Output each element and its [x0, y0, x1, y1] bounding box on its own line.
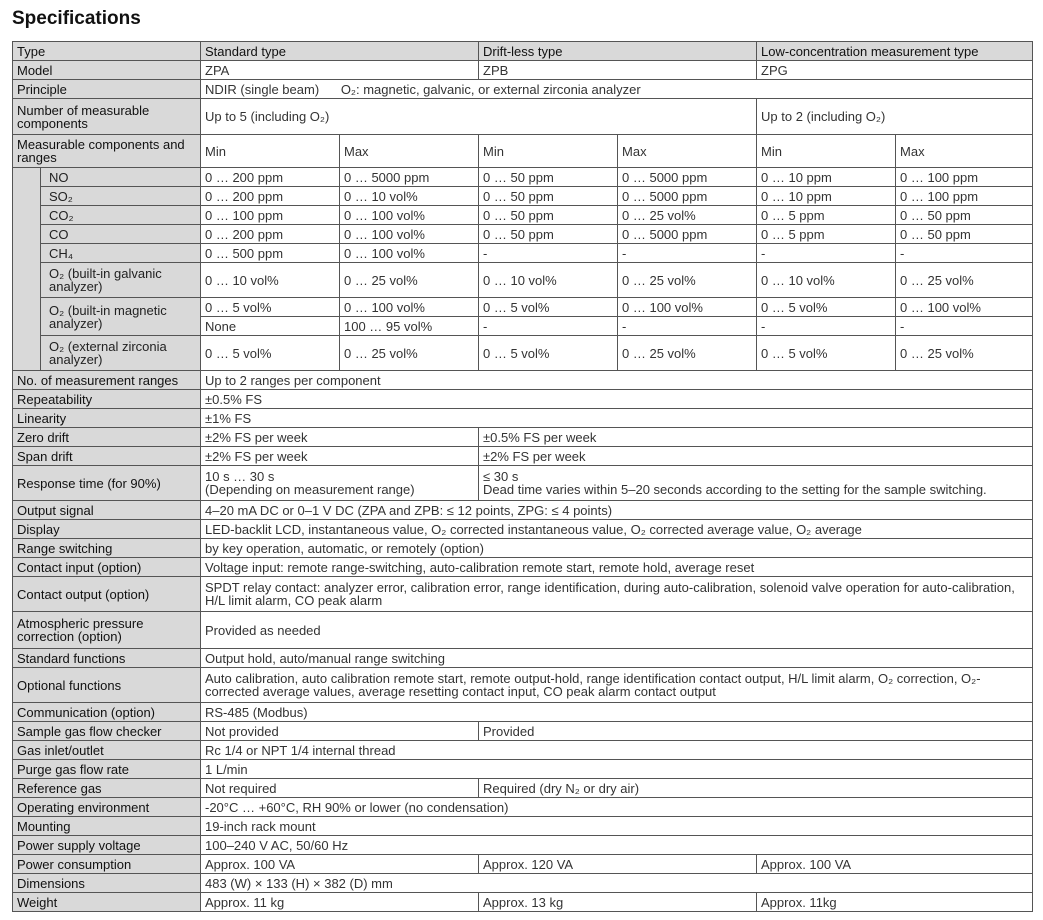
row-label: Purge gas flow rate	[13, 760, 201, 779]
table-cell: ZPB	[479, 61, 757, 80]
component-label: CH₄	[41, 244, 201, 263]
indent-cell	[13, 206, 41, 225]
table-row	[13, 612, 1033, 649]
table-cell: 0 … 5 vol%	[757, 336, 896, 371]
table-row	[13, 649, 1033, 668]
table-cell: ±2% FS per week	[479, 447, 1033, 466]
table-cell: Approx. 11 kg	[201, 893, 479, 912]
row-label: Contact output (option)	[13, 577, 201, 612]
response-line-1: ≤ 30 s	[483, 469, 519, 484]
table-row	[13, 447, 1033, 466]
row-label: Type	[13, 42, 201, 61]
row-label: Power consumption	[13, 855, 201, 874]
table-row	[13, 99, 1033, 135]
table-row	[13, 779, 1033, 798]
max-header: Max	[618, 135, 757, 168]
table-cell: ZPA	[201, 61, 479, 80]
indent-cell	[13, 187, 41, 206]
table-cell: 0 … 50 ppm	[479, 187, 618, 206]
table-cell: 0 … 50 ppm	[896, 206, 1033, 225]
table-cell: 0 … 5 ppm	[757, 206, 896, 225]
row-label: Power supply voltage	[13, 836, 201, 855]
table-row	[13, 836, 1033, 855]
component-label: CO	[41, 225, 201, 244]
table-cell: Approx. 11kg	[757, 893, 1033, 912]
table-cell: 0 … 5 vol%	[201, 336, 340, 371]
table-row	[13, 703, 1033, 722]
response-line-2: Dead time varies within 5–20 seconds according to the setting for the sample switching.	[483, 482, 987, 497]
table-cell: 0 … 10 vol%	[201, 263, 340, 298]
table-cell: Up to 2 ranges per component	[201, 371, 1033, 390]
table-cell: 0 … 5000 ppm	[618, 225, 757, 244]
table-cell: 0 … 100 vol%	[340, 298, 479, 317]
table-row	[13, 263, 1033, 298]
table-row	[13, 225, 1033, 244]
table-row	[13, 61, 1033, 80]
row-label: Contact input (option)	[13, 558, 201, 577]
min-header: Min	[757, 135, 896, 168]
row-label: Dimensions	[13, 874, 201, 893]
table-cell: 0 … 5000 ppm	[618, 187, 757, 206]
table-row	[13, 187, 1033, 206]
row-label: Principle	[13, 80, 201, 99]
table-cell: 483 (W) × 133 (H) × 382 (D) mm	[201, 874, 1033, 893]
component-label: CO₂	[41, 206, 201, 225]
table-row	[13, 668, 1033, 703]
response-line-2: (Depending on measurement range)	[205, 482, 415, 497]
table-cell: SPDT relay contact: analyzer error, calibration error, range identification, during auto-calibration, solenoid valve operation for auto-calibration, H/L limit alarm, CO peak alarm	[201, 577, 1033, 612]
table-cell: LED-backlit LCD, instantaneous value, O₂ corrected instantaneous value, O₂ corrected average value, O₂ average	[201, 520, 1033, 539]
table-cell: 4–20 mA DC or 0–1 V DC (ZPA and ZPB: ≤ 12 points, ZPG: ≤ 4 points)	[201, 501, 1033, 520]
table-cell: 19-inch rack mount	[201, 817, 1033, 836]
row-label: No. of measurement ranges	[13, 371, 201, 390]
table-cell: 0 … 10 ppm	[757, 168, 896, 187]
table-row	[13, 244, 1033, 263]
table-row	[13, 336, 1033, 371]
table-row	[13, 893, 1033, 912]
table-cell: 0 … 100 vol%	[340, 244, 479, 263]
indent-cell	[13, 317, 41, 336]
table-cell: 100 … 95 vol%	[340, 317, 479, 336]
max-header: Max	[340, 135, 479, 168]
row-label: Model	[13, 61, 201, 80]
table-cell: Approx. 120 VA	[479, 855, 757, 874]
row-label: Communication (option)	[13, 703, 201, 722]
indent-cell	[13, 168, 41, 187]
table-cell: 0 … 100 vol%	[340, 206, 479, 225]
indent-cell	[13, 336, 41, 371]
row-label: Range switching	[13, 539, 201, 558]
table-row	[13, 206, 1033, 225]
table-cell: 0 … 100 vol%	[340, 225, 479, 244]
table-cell: -	[479, 317, 618, 336]
table-row	[13, 298, 1033, 317]
table-cell: 0 … 100 ppm	[896, 187, 1033, 206]
table-cell: 1 L/min	[201, 760, 1033, 779]
table-cell: Approx. 100 VA	[757, 855, 1033, 874]
table-cell: 0 … 200 ppm	[201, 187, 340, 206]
table-row	[13, 168, 1033, 187]
table-cell: 0 … 200 ppm	[201, 225, 340, 244]
table-cell: Approx. 13 kg	[479, 893, 757, 912]
table-cell: None	[201, 317, 340, 336]
table-cell: ZPG	[757, 61, 1033, 80]
table-cell	[479, 466, 1033, 501]
header-standard-type: Standard type	[201, 42, 479, 61]
row-label: Display	[13, 520, 201, 539]
table-row	[13, 135, 1033, 168]
table-cell: 0 … 100 ppm	[201, 206, 340, 225]
table-cell: 100–240 V AC, 50/60 Hz	[201, 836, 1033, 855]
table-cell: 0 … 10 ppm	[757, 187, 896, 206]
table-row	[13, 371, 1033, 390]
table-row	[13, 577, 1033, 612]
table-cell	[201, 466, 479, 501]
min-header: Min	[479, 135, 618, 168]
table-cell: 0 … 200 ppm	[201, 168, 340, 187]
table-cell: Provided as needed	[201, 612, 1033, 649]
table-cell: Auto calibration, auto calibration remote start, remote output-hold, range identification contact output, H/L limit alarm, O₂ correction, O₂-corrected average values, average resetting contact input, CO peak alarm contact output	[201, 668, 1033, 703]
row-label: Atmospheric pressure correction (option)	[13, 612, 201, 649]
page-title: Specifications	[12, 8, 141, 29]
table-cell: ±2% FS per week	[201, 428, 479, 447]
table-cell: Not required	[201, 779, 479, 798]
component-label: SO₂	[41, 187, 201, 206]
table-cell: 0 … 25 vol%	[618, 263, 757, 298]
table-cell: 0 … 25 vol%	[896, 263, 1033, 298]
table-cell: NDIR (single beam) O₂: magnetic, galvanic, or external zirconia analyzer	[201, 80, 1033, 99]
table-cell: 0 … 500 ppm	[201, 244, 340, 263]
row-label: Zero drift	[13, 428, 201, 447]
table-cell: 0 … 10 vol%	[479, 263, 618, 298]
specifications-table	[12, 41, 1033, 912]
table-cell: 0 … 25 vol%	[618, 336, 757, 371]
table-cell: -	[618, 244, 757, 263]
table-cell: 0 … 5 vol%	[201, 298, 340, 317]
table-cell: 0 … 5 vol%	[479, 336, 618, 371]
component-label: O₂ (built-in magnetic analyzer)	[41, 298, 201, 336]
component-label: O₂ (external zirconia analyzer)	[41, 336, 201, 371]
table-cell: 0 … 100 vol%	[896, 298, 1033, 317]
table-cell: 0 … 25 vol%	[618, 206, 757, 225]
table-cell: 0 … 50 ppm	[479, 206, 618, 225]
table-cell: -	[479, 244, 618, 263]
table-row	[13, 501, 1033, 520]
row-label: Mounting	[13, 817, 201, 836]
row-label: Gas inlet/outlet	[13, 741, 201, 760]
row-label: Reference gas	[13, 779, 201, 798]
response-line-1: 10 s … 30 s	[205, 469, 275, 484]
table-row	[13, 874, 1033, 893]
indent-cell	[13, 263, 41, 298]
table-cell: 0 … 25 vol%	[340, 336, 479, 371]
table-row	[13, 855, 1033, 874]
table-cell: 0 … 5000 ppm	[340, 168, 479, 187]
row-label: Weight	[13, 893, 201, 912]
table-cell: ±0.5% FS per week	[479, 428, 1033, 447]
table-cell: 0 … 5 vol%	[479, 298, 618, 317]
row-label: Number of measurable components	[13, 99, 201, 135]
max-header: Max	[896, 135, 1033, 168]
table-cell: -	[757, 244, 896, 263]
indent-cell	[13, 225, 41, 244]
table-cell: 0 … 50 ppm	[479, 225, 618, 244]
table-cell: Required (dry N₂ or dry air)	[479, 779, 1033, 798]
table-cell: 0 … 5 vol%	[757, 298, 896, 317]
row-label: Optional functions	[13, 668, 201, 703]
table-cell: ±2% FS per week	[201, 447, 479, 466]
table-cell: 0 … 5000 ppm	[618, 168, 757, 187]
table-cell: -	[618, 317, 757, 336]
table-cell: Approx. 100 VA	[201, 855, 479, 874]
table-cell: -20°C … +60°C, RH 90% or lower (no condensation)	[201, 798, 1033, 817]
table-cell: ±1% FS	[201, 409, 1033, 428]
row-label: Linearity	[13, 409, 201, 428]
table-cell: Not provided	[201, 722, 479, 741]
component-label: O₂ (built-in galvanic analyzer)	[41, 263, 201, 298]
row-label: Output signal	[13, 501, 201, 520]
table-cell: 0 … 100 ppm	[896, 168, 1033, 187]
table-cell: 0 … 10 vol%	[340, 187, 479, 206]
table-row	[13, 409, 1033, 428]
table-cell: Voltage input: remote range-switching, auto-calibration remote start, remote hold, average reset	[201, 558, 1033, 577]
table-cell: 0 … 5 ppm	[757, 225, 896, 244]
table-cell: Rc 1/4 or NPT 1/4 internal thread	[201, 741, 1033, 760]
table-cell: 0 … 25 vol%	[340, 263, 479, 298]
table-cell: Output hold, auto/manual range switching	[201, 649, 1033, 668]
row-label: Measurable components and ranges	[13, 135, 201, 168]
header-low-concentration-type: Low-concentration measurement type	[757, 42, 1033, 61]
table-row	[13, 539, 1033, 558]
row-label: Repeatability	[13, 390, 201, 409]
table-cell: Up to 5 (including O₂)	[201, 99, 757, 135]
table-cell: Provided	[479, 722, 1033, 741]
component-label: NO	[41, 168, 201, 187]
table-row	[13, 558, 1033, 577]
row-label: Operating environment	[13, 798, 201, 817]
table-cell: RS-485 (Modbus)	[201, 703, 1033, 722]
row-label: Standard functions	[13, 649, 201, 668]
table-row	[13, 798, 1033, 817]
row-label: Span drift	[13, 447, 201, 466]
table-cell: by key operation, automatic, or remotely (option)	[201, 539, 1033, 558]
table-row	[13, 390, 1033, 409]
table-row	[13, 520, 1033, 539]
min-header: Min	[201, 135, 340, 168]
table-row	[13, 42, 1033, 61]
indent-cell	[13, 244, 41, 263]
row-label: Response time (for 90%)	[13, 466, 201, 501]
table-row	[13, 80, 1033, 99]
table-cell: -	[757, 317, 896, 336]
table-cell: 0 … 50 ppm	[896, 225, 1033, 244]
table-cell: Up to 2 (including O₂)	[757, 99, 1033, 135]
table-cell: 0 … 10 vol%	[757, 263, 896, 298]
table-cell: -	[896, 317, 1033, 336]
table-row	[13, 741, 1033, 760]
table-row	[13, 817, 1033, 836]
table-row	[13, 466, 1033, 501]
table-cell: 0 … 25 vol%	[896, 336, 1033, 371]
table-row	[13, 428, 1033, 447]
table-row	[13, 760, 1033, 779]
table-cell: 0 … 100 vol%	[618, 298, 757, 317]
table-cell: 0 … 50 ppm	[479, 168, 618, 187]
header-driftless-type: Drift-less type	[479, 42, 757, 61]
table-cell: -	[896, 244, 1033, 263]
table-row	[13, 722, 1033, 741]
indent-cell	[13, 298, 41, 317]
table-cell: ±0.5% FS	[201, 390, 1033, 409]
row-label: Sample gas flow checker	[13, 722, 201, 741]
